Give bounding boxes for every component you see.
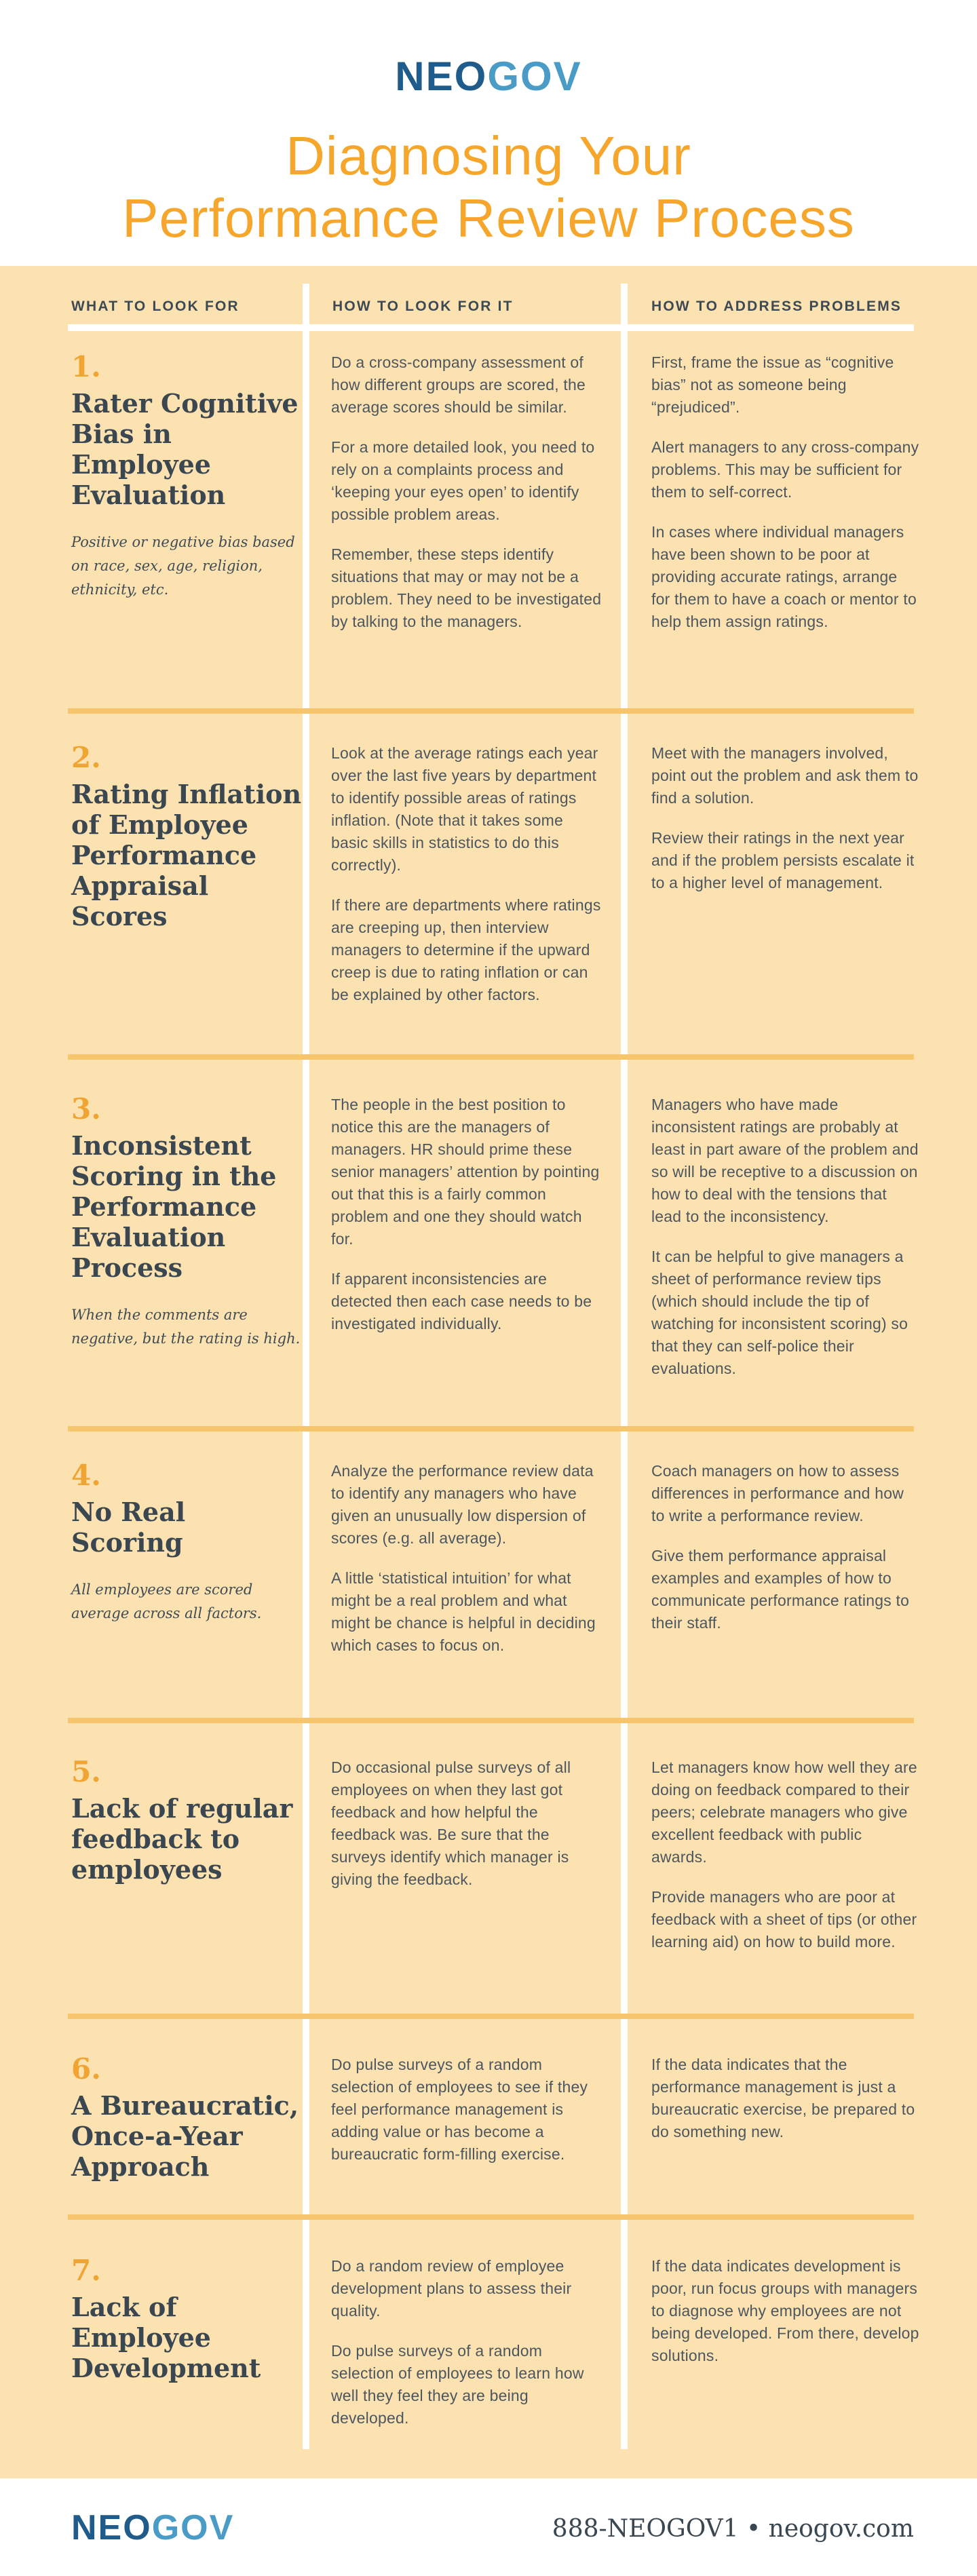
- body-paragraph: Do pulse surveys of a random selection of employees to learn how well they feel they are being developed.: [331, 2342, 584, 2427]
- how-to-address-cell: [651, 2054, 920, 2143]
- how-to-look-cell: [331, 1460, 602, 1657]
- row-number: 1.: [71, 350, 101, 383]
- body-paragraph: In cases where individual managers have been shown to be poor at providing accurate ratings, arrange for them to have a coach or mentor to help them assign ratings.: [651, 523, 917, 630]
- column-header-what-to-look-for: WHAT TO LOOK FOR: [71, 299, 240, 314]
- row-number: 3.: [71, 1092, 101, 1126]
- row-subtitle: Positive or negative bias based on race, sex, age, religion, ethnicity, etc.: [71, 534, 295, 598]
- row-title: Rater Cognitive Bias in Employee Evaluation: [71, 388, 299, 510]
- how-to-address-cell: [651, 1460, 920, 1634]
- page-title: [0, 125, 977, 250]
- body-paragraph: Give them performance appraisal examples and examples of how to communicate performance ratings to their staff.: [651, 1547, 910, 1632]
- logo-text-neo: NEO: [395, 54, 488, 99]
- page-title-line2: Performance Review Process: [122, 188, 855, 248]
- column-header-how-to-address-problems: HOW TO ADDRESS PROBLEMS: [651, 299, 902, 314]
- body-paragraph: Coach managers on how to assess differences in performance and how to write a performance review.: [651, 1462, 904, 1524]
- neogov-footer-logo: [71, 2508, 235, 2548]
- row-number: 2.: [71, 741, 101, 774]
- row-number: 4.: [71, 1459, 101, 1492]
- row-title: No Real Scoring: [71, 1497, 186, 1558]
- body-paragraph: Remember, these steps identify situations that may or may not be a problem. They need to be investigated by talking to the managers.: [331, 545, 602, 630]
- body-paragraph: Alert managers to any cross-company problems. This may be sufficient for them to self-correct.: [651, 438, 919, 501]
- logo-text-gov: GOV: [487, 54, 582, 99]
- how-to-address-cell: [651, 1094, 920, 1380]
- row-separator: [68, 1054, 914, 1060]
- what-to-look-for-cell: [71, 2054, 302, 2182]
- page-title-line1: Diagnosing Your: [286, 126, 691, 186]
- row-title: Inconsistent Scoring in the Performance Evaluation Process: [71, 1130, 277, 1283]
- body-paragraph: The people in the best position to notice this are the managers of managers. HR should prime these senior managers’ attention by pointing out that this is a fairly common problem and one they should watch for.: [331, 1096, 600, 1248]
- row-separator: [68, 708, 914, 714]
- diagnostic-table: [0, 266, 977, 2478]
- how-to-look-cell: [331, 1756, 602, 1891]
- how-to-address-cell: [651, 2255, 920, 2367]
- body-paragraph: Look at the average ratings each year over the last five years by department to identify possible areas of ratings inflation. (Note that it takes some basic skills in statistics to do this correctly).: [331, 744, 598, 874]
- what-to-look-for-cell: [71, 1756, 302, 1885]
- body-paragraph: Let managers know how well they are doing on feedback compared to their peers; celebrate managers who give excellent feedback with public awards.: [651, 1758, 917, 1866]
- row-separator: [68, 2214, 914, 2220]
- body-paragraph: Managers who have made inconsistent ratings are probably at least in part aware of the problem and so will be receptive to a discussion on how to deal with the tensions that lead to the inconsistency.: [651, 1096, 919, 1225]
- how-to-look-cell: [331, 351, 602, 633]
- footer-contact: 888-NEOGOV1 • neogov.com: [552, 2515, 914, 2543]
- row-number: 7.: [71, 2254, 101, 2287]
- column-divider-1: [303, 284, 309, 2449]
- row-number: 5.: [71, 1755, 101, 1788]
- body-paragraph: Analyze the performance review data to identify any managers who have given an unusually low dispersion of scores (e.g. all average).: [331, 1462, 594, 1547]
- row-subtitle: When the comments are negative, but the rating is high.: [71, 1307, 301, 1347]
- what-to-look-for-cell: [71, 2255, 302, 2383]
- what-to-look-for-cell: [71, 1094, 302, 1351]
- row-separator: [68, 1718, 914, 1723]
- body-paragraph: Do occasional pulse surveys of all employees on when they last got feedback and how helpful the feedback was. Be sure that the surveys identify which manager is giving the feedback.: [331, 1758, 571, 1888]
- footer-logo-text-neo: NEO: [71, 2508, 152, 2548]
- body-paragraph: A little ‘statistical intuition’ for what might be a real problem and what might be chance is helpful in deciding which cases to focus on.: [331, 1569, 596, 1654]
- neogov-logo: [0, 56, 977, 97]
- what-to-look-for-cell: [71, 351, 302, 602]
- header-underline: [68, 324, 914, 331]
- column-divider-2: [621, 284, 628, 2449]
- how-to-look-cell: [331, 2255, 602, 2429]
- body-paragraph: For a more detailed look, you need to rely on a complaints process and ‘keeping your eyes open’ to identify possible problem areas.: [331, 438, 595, 523]
- body-paragraph: Meet with the managers involved, point out the problem and ask them to find a solution.: [651, 744, 919, 807]
- body-paragraph: First, frame the issue as “cognitive bias” not as someone being “prejudiced”.: [651, 353, 894, 416]
- how-to-address-cell: [651, 742, 920, 894]
- body-paragraph: Do a cross-company assessment of how different groups are scored, the average scores should be similar.: [331, 353, 586, 416]
- what-to-look-for-cell: [71, 1460, 302, 1626]
- body-paragraph: It can be helpful to give managers a sheet of performance review tips (which should include the tip of watching for inconsistent scoring) so that they can self-police their evaluations.: [651, 1248, 908, 1377]
- body-paragraph: Do a random review of employee development plans to assess their quality.: [331, 2257, 572, 2320]
- how-to-look-cell: [331, 742, 602, 1006]
- column-header-how-to-look-for-it: HOW TO LOOK FOR IT: [332, 299, 514, 314]
- what-to-look-for-cell: [71, 742, 302, 931]
- header: [0, 0, 977, 266]
- body-paragraph: Provide managers who are poor at feedback with a sheet of tips (or other learning aid) on how to build more.: [651, 1888, 917, 1950]
- body-paragraph: If apparent inconsistencies are detected then each case needs to be investigated individually.: [331, 1270, 592, 1332]
- body-paragraph: If the data indicates development is poor, run focus groups with managers to diagnose why employees are not being developed. From there, develop solutions.: [651, 2257, 919, 2364]
- footer: [0, 2478, 977, 2576]
- row-title: Lack of regular feedback to employees: [71, 1793, 293, 1885]
- row-separator: [68, 2014, 914, 2019]
- row-title: Lack of Employee Development: [71, 2292, 261, 2383]
- how-to-look-cell: [331, 1094, 602, 1335]
- row-number: 6.: [71, 2052, 101, 2085]
- body-paragraph: Review their ratings in the next year and if the problem persists escalate it to a higher level of management.: [651, 829, 915, 891]
- how-to-address-cell: [651, 1756, 920, 1953]
- how-to-address-cell: [651, 351, 920, 633]
- footer-logo-text-gov: GOV: [151, 2508, 235, 2548]
- row-title: A Bureaucratic, Once-a-Year Approach: [71, 2090, 299, 2182]
- body-paragraph: If the data indicates that the performance management is just a bureaucratic exercise, be prepared to do something new.: [651, 2056, 915, 2140]
- how-to-look-cell: [331, 2054, 602, 2166]
- body-paragraph: If there are departments where ratings are creeping up, then interview managers to determine if the upward creep is due to rating inflation or can be explained by other factors.: [331, 896, 601, 1003]
- row-title: Rating Inflation of Employee Performance Appraisal Scores: [71, 779, 302, 931]
- row-separator: [68, 1426, 914, 1431]
- body-paragraph: Do pulse surveys of a random selection of employees to see if they feel performance management is adding value or has become a bureaucratic form-filling exercise.: [331, 2056, 588, 2163]
- row-subtitle: All employees are scored average across all factors.: [71, 1581, 262, 1621]
